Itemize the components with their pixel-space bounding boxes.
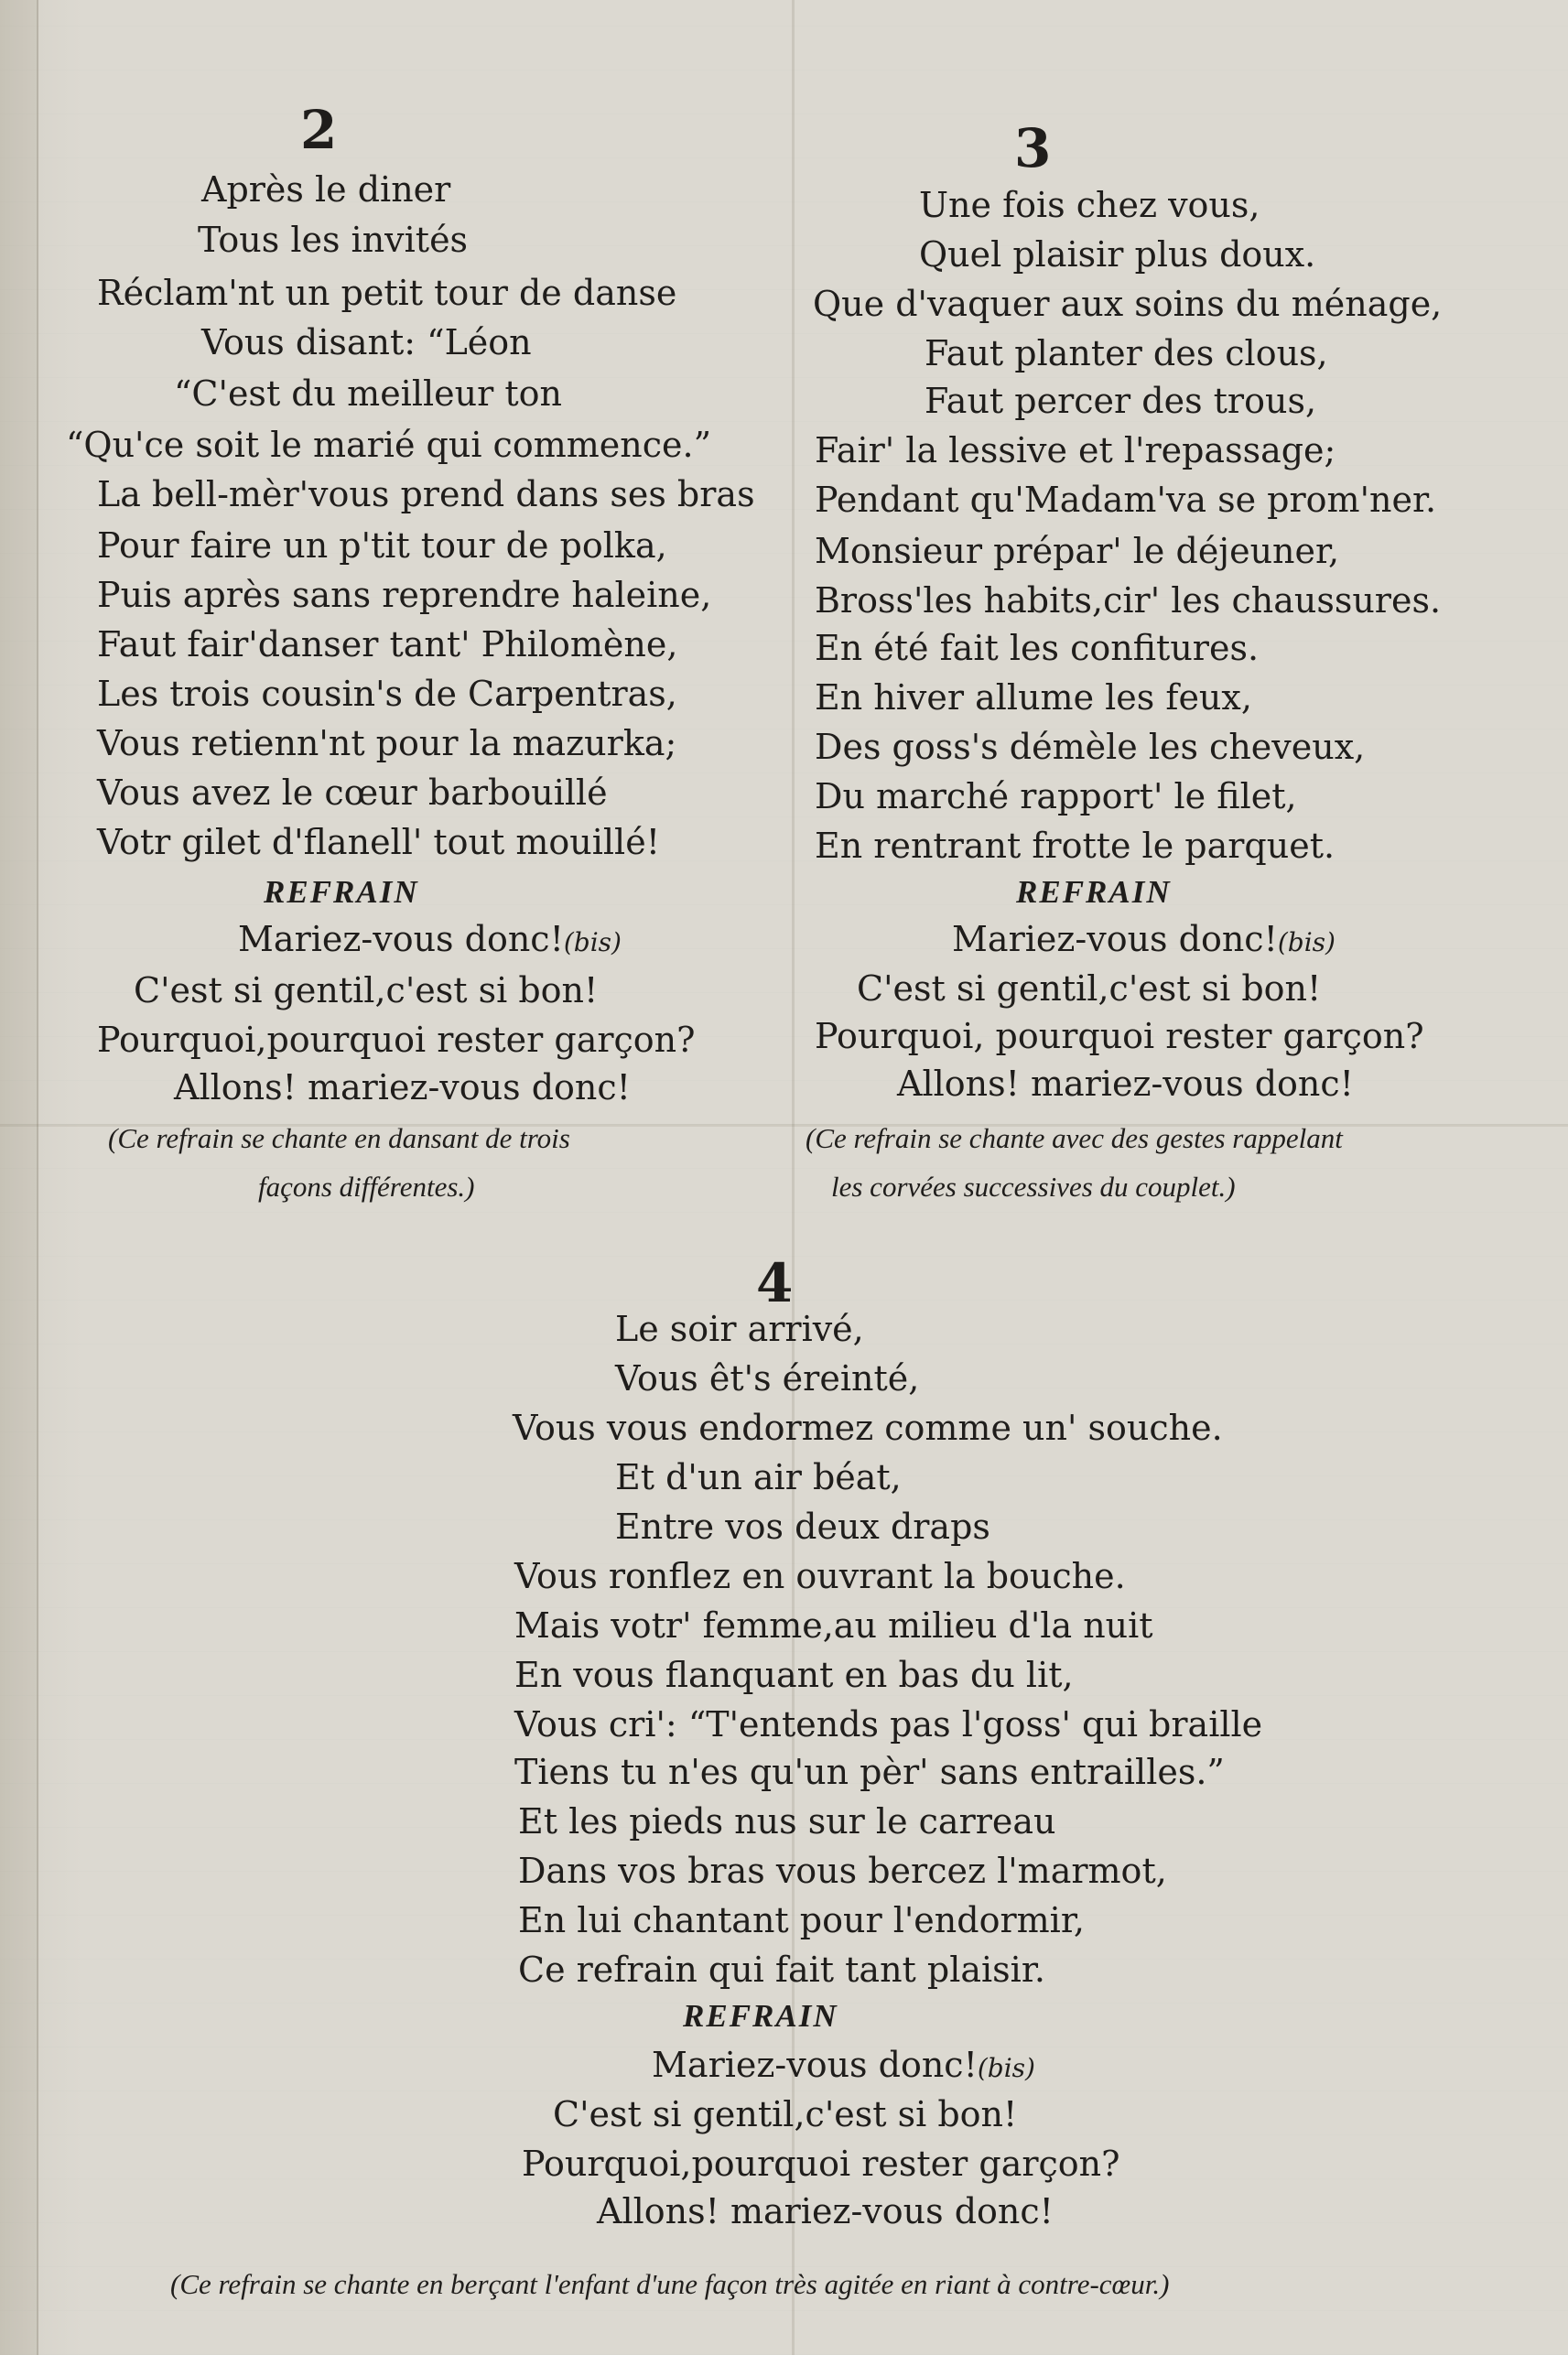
- verse-4-number: 4: [756, 1252, 794, 1314]
- refrain-line: Pourquoi,pourquoi rester garçon?: [522, 2144, 1120, 2184]
- refrain-note: (Ce refrain se chante en dansant de trois: [108, 1122, 570, 1154]
- verse-line: Pendant qu'Madam'va se prom'ner.: [815, 480, 1437, 520]
- verse-line: Faut fair'danser tant' Philomène,: [97, 624, 678, 664]
- verse-line: Ce refrain qui fait tant plaisir.: [518, 1950, 1045, 1990]
- paper-edge: [0, 0, 38, 2355]
- verse-line: “C'est du meilleur ton: [174, 373, 562, 414]
- refrain-note: (Ce refrain se chante en berçant l'enfant d'une façon très agitée en riant à contre-cœur.): [170, 2268, 1170, 2300]
- verse-line: Vous êt's éreinté,: [615, 1358, 920, 1399]
- verse-line: Et d'un air béat,: [615, 1457, 902, 1497]
- verse-3-number: 3: [1014, 117, 1052, 179]
- verse-line: Que d'vaquer aux soins du ménage,: [813, 284, 1443, 324]
- verse-line: Monsieur prépar' le déjeuner,: [815, 531, 1340, 571]
- verse-line: Du marché rapport' le filet,: [815, 776, 1297, 816]
- verse-line: Des goss's démèle les cheveux,: [815, 727, 1366, 767]
- verse-line: La bell-mèr'vous prend dans ses bras: [97, 474, 755, 514]
- verse-line: Pour faire un p'tit tour de polka,: [97, 525, 667, 566]
- refrain-line: C'est si gentil,c'est si bon!: [134, 970, 599, 1010]
- verse-line: Après le diner: [201, 169, 451, 210]
- refrain-title: REFRAIN: [1016, 874, 1172, 910]
- refrain-note: façons différentes.): [258, 1171, 475, 1203]
- verse-line: Une fois chez vous,: [919, 185, 1260, 225]
- refrain-line: C'est si gentil,c'est si bon!: [553, 2094, 1018, 2134]
- refrain-line: Pourquoi,pourquoi rester garçon?: [97, 1020, 696, 1060]
- refrain-line: C'est si gentil,c'est si bon!: [857, 968, 1322, 1009]
- verse-line: “Qu'ce soit le marié qui commence.”: [66, 425, 712, 465]
- refrain-line: Mariez-vous donc!(bis): [238, 919, 622, 959]
- verse-line: Le soir arrivé,: [615, 1309, 864, 1349]
- refrain-line: Mariez-vous donc!(bis): [952, 919, 1336, 959]
- verse-line: Vous ronflez en ouvrant la bouche.: [514, 1556, 1126, 1596]
- verse-2-number: 2: [300, 99, 338, 161]
- verse-line: En rentrant frotte le parquet.: [815, 826, 1336, 866]
- verse-line: Fair' la lessive et l'repassage;: [815, 430, 1336, 470]
- verse-line: En vous flanquant en bas du lit,: [514, 1655, 1074, 1695]
- refrain-title: REFRAIN: [264, 874, 419, 910]
- refrain-line: Mariez-vous donc!(bis): [652, 2045, 1035, 2085]
- refrain-line: Pourquoi, pourquoi rester garçon?: [815, 1016, 1424, 1056]
- verse-line: Vous vous endormez comme un' souche.: [513, 1408, 1223, 1448]
- verse-line: Bross'les habits,cir' les chaussures.: [815, 580, 1442, 621]
- verse-line: Votr gilet d'flanell' tout mouillé!: [97, 822, 660, 862]
- bis-mark: (bis): [1277, 927, 1336, 957]
- verse-line: Vous retienn'nt pour la mazurka;: [97, 723, 677, 763]
- verse-line: Vous avez le cœur barbouillé: [97, 772, 608, 813]
- refrain-line: Allons! mariez-vous donc!: [597, 2191, 1054, 2231]
- verse-line: Faut percer des trous,: [925, 381, 1317, 421]
- verse-line: Puis après sans reprendre haleine,: [97, 575, 712, 615]
- bis-mark: (bis): [563, 927, 622, 957]
- verse-line: Mais votr' femme,au milieu d'la nuit: [514, 1605, 1153, 1646]
- bis-mark: (bis): [977, 2053, 1035, 2083]
- verse-line: Réclam'nt un petit tour de danse: [97, 273, 677, 313]
- verse-line: Et les pieds nus sur le carreau: [518, 1801, 1056, 1842]
- verse-line: En hiver allume les feux,: [815, 677, 1252, 718]
- verse-line: Tous les invités: [198, 220, 469, 260]
- verse-line: Vous disant: “Léon: [201, 322, 532, 362]
- verse-line: Entre vos deux draps: [615, 1507, 990, 1547]
- refrain-line: Allons! mariez-vous donc!: [174, 1067, 631, 1107]
- refrain-note: (Ce refrain se chante avec des gestes rappelant: [806, 1122, 1343, 1154]
- verse-line: Quel plaisir plus doux.: [919, 234, 1316, 275]
- verse-line: Les trois cousin's de Carpentras,: [97, 674, 677, 714]
- refrain-note: les corvées successives du couplet.): [831, 1171, 1236, 1203]
- verse-line: Faut planter des clous,: [925, 333, 1328, 373]
- verse-line: Tiens tu n'es qu'un pèr' sans entrailles.”: [514, 1752, 1225, 1792]
- verse-line: Dans vos bras vous bercez l'marmot,: [518, 1851, 1167, 1891]
- verse-line: Vous cri': “T'entends pas l'goss' qui braille: [514, 1704, 1263, 1745]
- verse-line: En lui chantant pour l'endormir,: [518, 1900, 1085, 1940]
- refrain-line: Allons! mariez-vous donc!: [897, 1064, 1354, 1104]
- verse-line: En été fait les confitures.: [815, 628, 1260, 668]
- refrain-title: REFRAIN: [683, 1998, 838, 2034]
